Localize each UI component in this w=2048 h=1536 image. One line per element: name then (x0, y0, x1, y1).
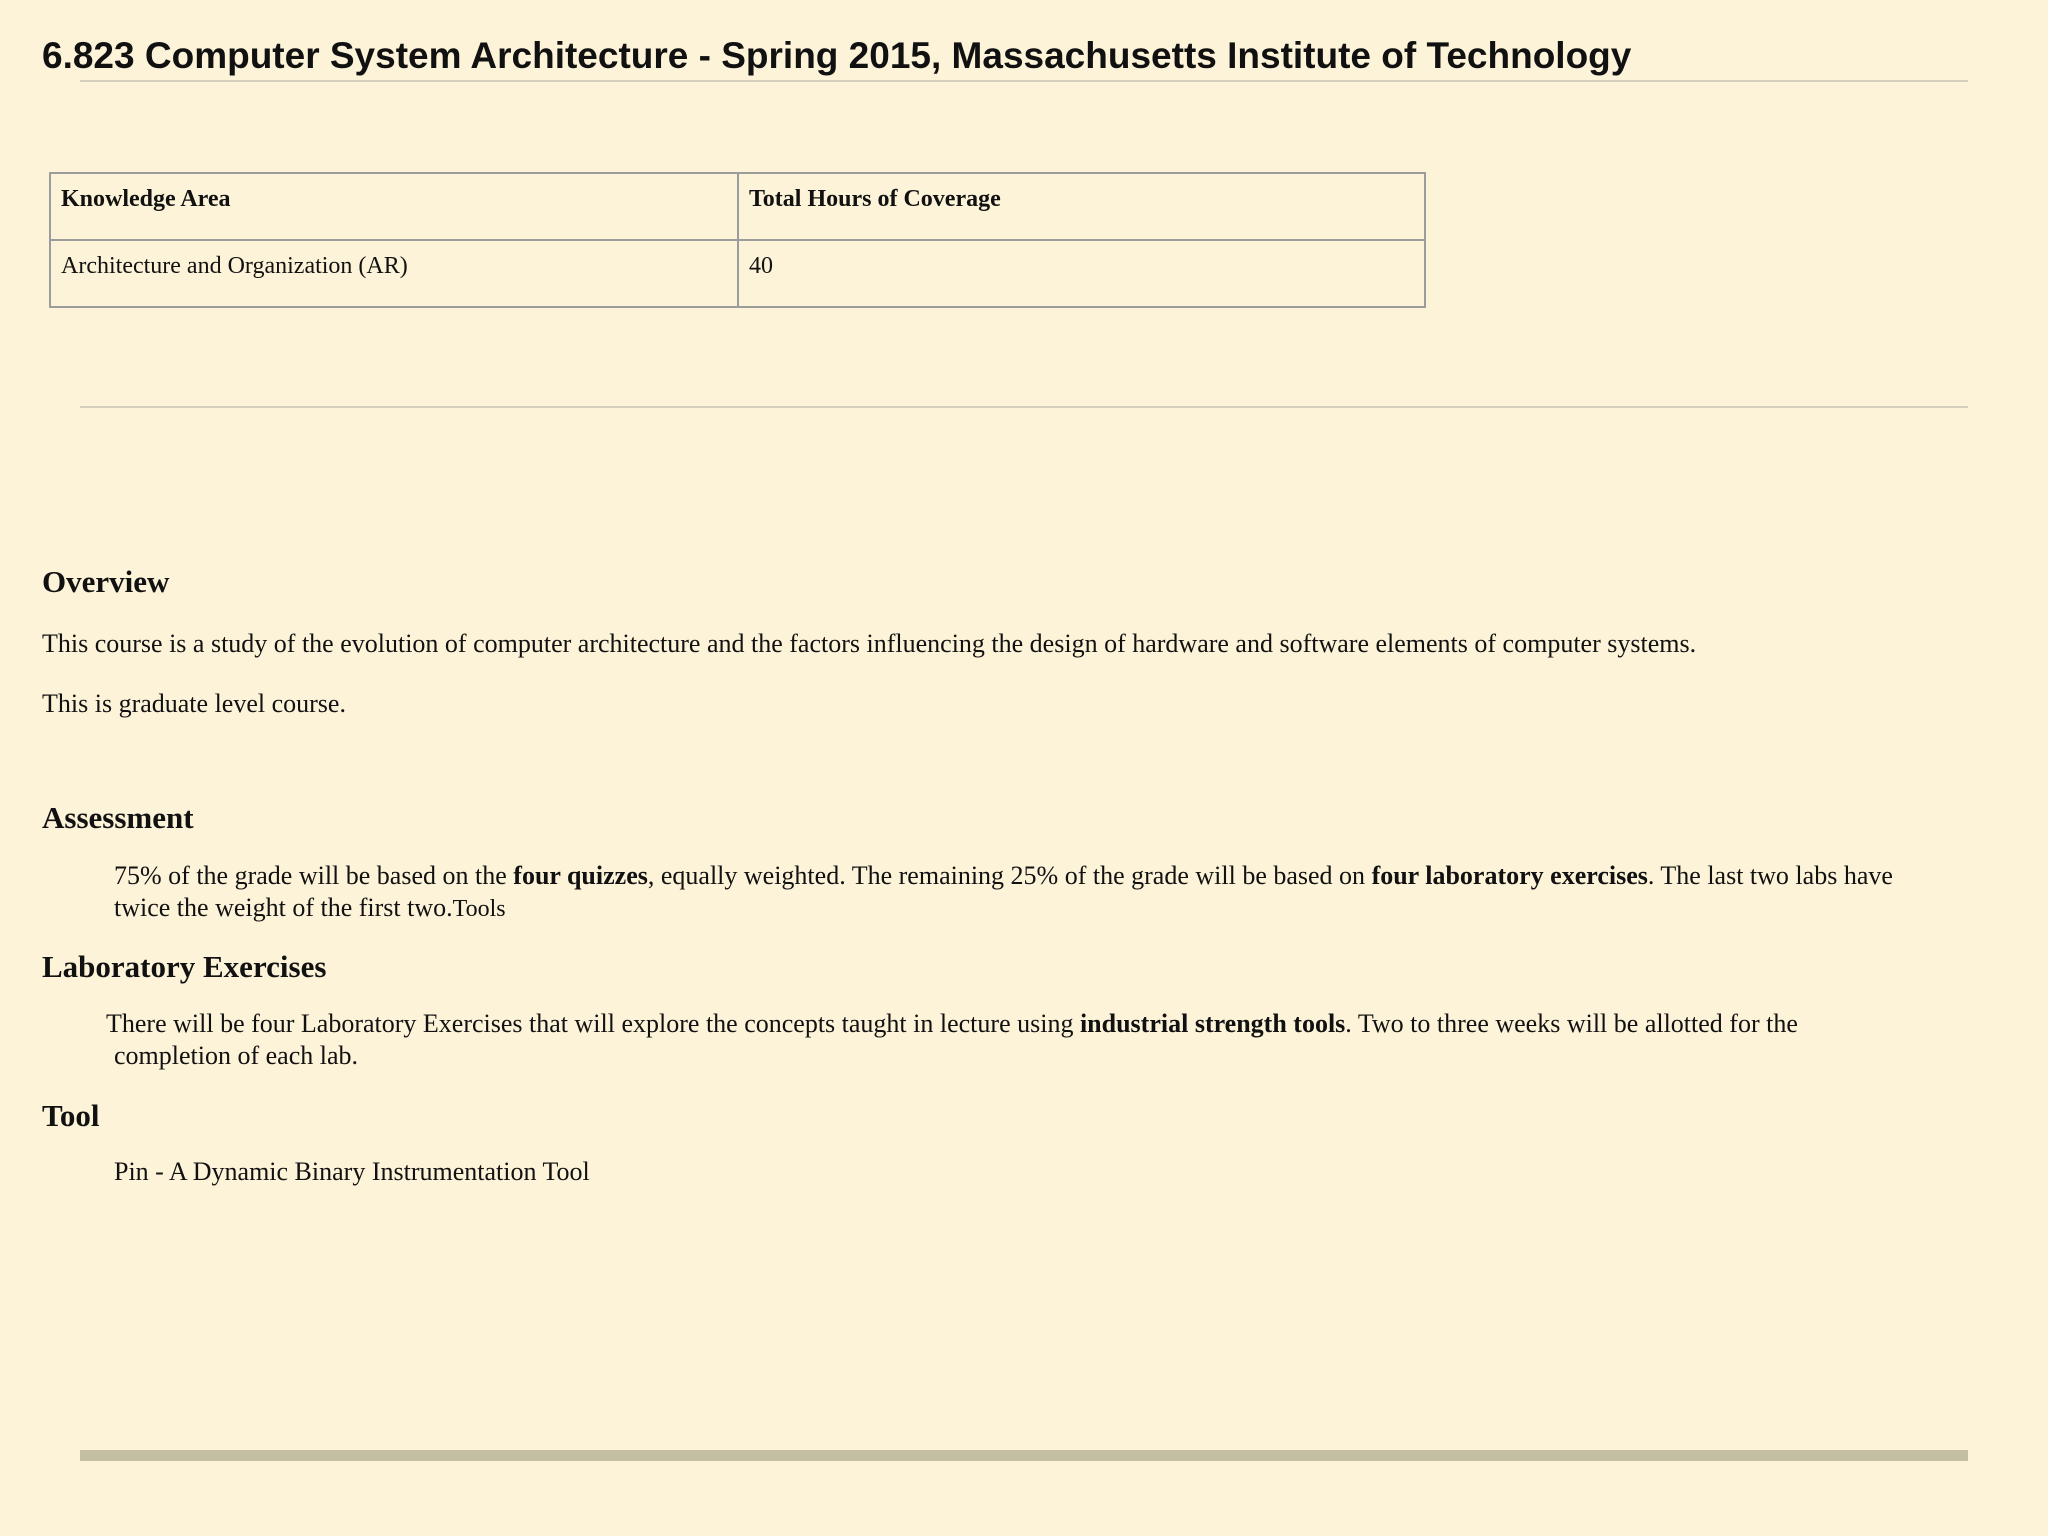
section-divider (80, 406, 1968, 408)
overview-paragraph: This course is a study of the evolution of computer architecture and the factors influencing the design of hardware and software elements of computer systems. (42, 629, 1697, 658)
coverage-table (49, 172, 1426, 308)
assessment-text-2: , equally weighted. The remaining 25% of the grade will be based on (647, 861, 1372, 890)
assessment-paragraph (114, 860, 1904, 925)
footer-divider (80, 1450, 1968, 1461)
laboratory-paragraph (106, 1008, 1904, 1072)
assessment-heading: Assessment (42, 800, 194, 835)
laboratory-text-2: . Two to three weeks will be allotted for the completion of each lab. (114, 1009, 1798, 1070)
assessment-text-3: . The last two labs have twice the weight of the first two. (114, 861, 1893, 922)
laboratory-heading: Laboratory Exercises (42, 949, 327, 984)
header-divider (80, 80, 1968, 82)
assessment-quizzes-bold: four quizzes (513, 861, 648, 890)
table-header-row (50, 173, 1425, 240)
overview-level-paragraph: This is graduate level course. (42, 689, 346, 718)
cell-total-hours: 40 (738, 240, 1425, 307)
laboratory-tools-bold: industrial strength tools (1079, 1009, 1346, 1038)
tool-paragraph: Pin - A Dynamic Binary Instrumentation Tool (114, 1157, 590, 1186)
tool-heading: Tool (42, 1098, 100, 1133)
header-total-hours: Total Hours of Coverage (738, 173, 1425, 240)
header-knowledge-area: Knowledge Area (50, 173, 738, 240)
assessment-tools-suffix: Tools (452, 896, 506, 922)
assessment-labs-bold: four laboratory exercises (1371, 861, 1648, 890)
page-title: 6.823 Computer System Architecture - Spring 2015, Massachusetts Institute of Technology (42, 35, 1632, 76)
overview-heading: Overview (42, 564, 170, 599)
laboratory-text-1: There will be four Laboratory Exercises that will explore the concepts taught in lecture using (106, 1009, 1080, 1038)
cell-knowledge-area: Architecture and Organization (AR) (50, 240, 738, 307)
assessment-text-1: 75% of the grade will be based on the (114, 861, 514, 890)
table-row (50, 240, 1425, 307)
